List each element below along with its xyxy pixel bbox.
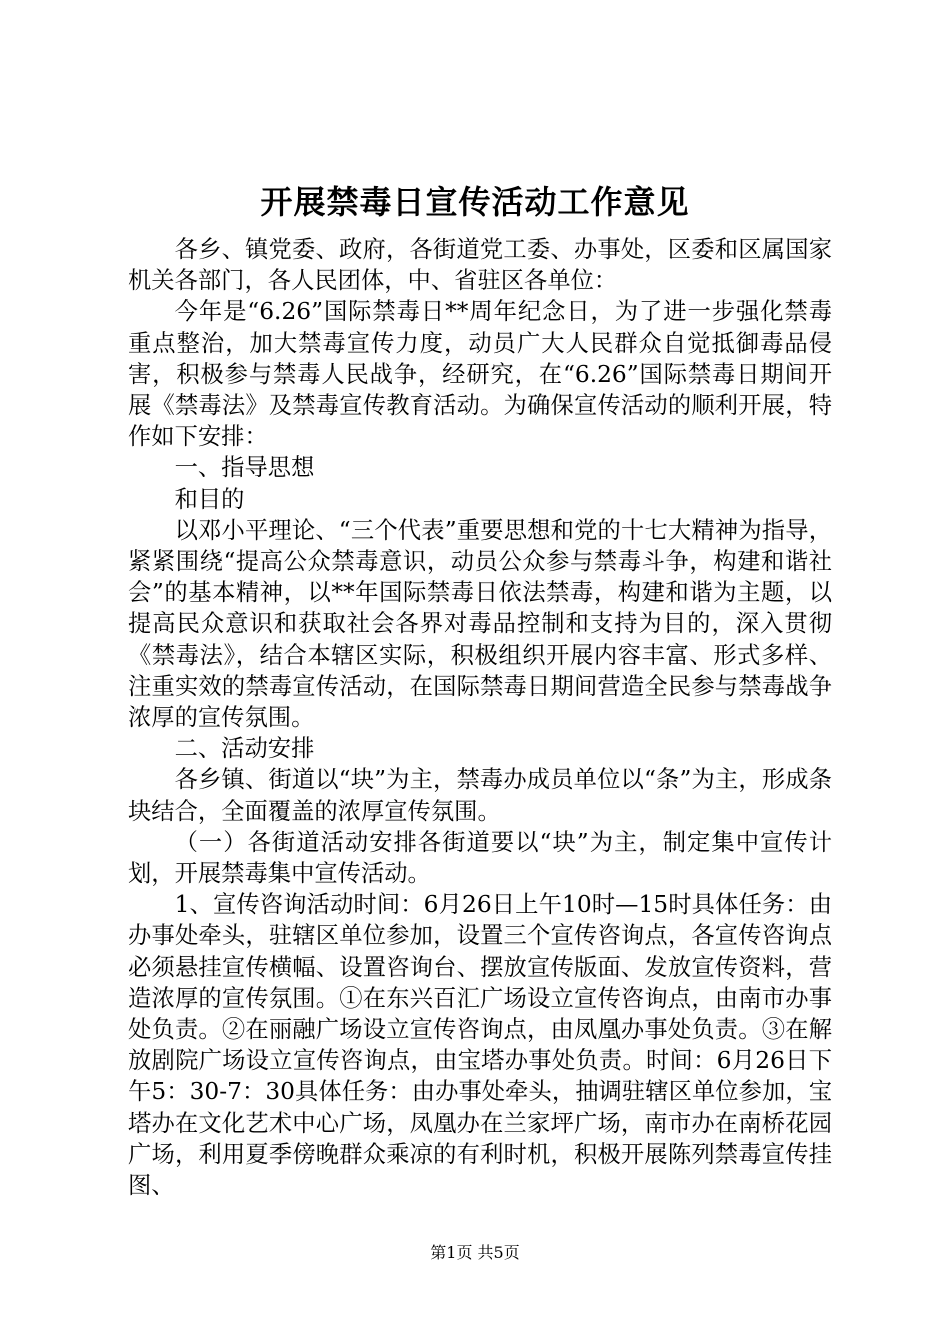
document-title: 开展禁毒日宣传活动工作意见 xyxy=(260,183,690,221)
paragraph-intro: 今年是“6.26”国际禁毒日**周年纪念日，为了进一步强化禁毒重点整治，加大禁毒宣传力度，动员广大人民群众自觉抵御毒品侵害，积极参与禁毒人民战争，经研究，在“6.26”国际禁毒日期间开展《禁毒法》及禁毒宣传教育活动。为确保宣传活动的顺利开展，特作如下安排： xyxy=(128,298,832,451)
paragraph-guiding-thought: 以邓小平理论、“三个代表”重要思想和党的十七大精神为指导，紧紧围绕“提高公众禁毒意识，动员公众参与禁毒斗争，构建和谐社会”的基本精神，以**年国际禁毒日依法禁毒，构建和谐为主题，以提高民众意识和获取社会各界对毒品控制和支持为目的，深入贯彻《禁毒法》，结合本辖区实际，积极组织开展内容丰富、形式多样、注重实效的禁毒宣传活动，在国际禁毒日期间营造全民参与禁毒战争浓厚的宣传氛围。 xyxy=(128,516,832,732)
paragraph-street-arrangement: （一）各街道活动安排各街道要以“块”为主，制定集中宣传计划，开展禁毒集中宣传活动。 xyxy=(128,828,832,888)
paragraph-addressees: 各乡、镇党委、政府，各街道党工委、办事处，区委和区属国家机关各部门，各人民团体，中、省驻区各单位： xyxy=(128,236,832,295)
document-body xyxy=(128,234,832,1201)
paragraph-consultation-activity: 1、宣传咨询活动时间：6月26日上午10时—15时具体任务：由办事处牵头，驻辖区单位参加，设置三个宣传咨询点，各宣传咨询点必须悬挂宣传横幅、设置咨询台、摆放宣传版面、发放宣传资料，营造浓厚的宣传氛围。①在东兴百汇广场设立宣传咨询点，由南市办事处负责。②在丽融广场设立宣传咨询点，由凤凰办事处负责。③在解放剧院广场设立宣传咨询点，由宝塔办事处负责。时间：6月26日下午5：30-7：30具体任务：由办事处牵头，抽调驻辖区单位参加，宝塔办在文化艺术中心广场，凤凰办在兰家坪广场，南市办在南桥花园广场，利用夏季傍晚群众乘凉的有利时机，积极开展陈列禁毒宣传挂图、 xyxy=(128,891,832,1200)
heading-guiding-thought: 一、指导思想 xyxy=(174,454,315,482)
paragraph-arrangement-overview: 各乡镇、街道以“块”为主，禁毒办成员单位以“条”为主，形成条块结合，全面覆盖的浓厚宣传氛围。 xyxy=(128,766,832,825)
heading-guiding-thought-cont: 和目的 xyxy=(174,485,245,513)
page-footer: 第1页 共5页 xyxy=(430,1243,520,1262)
heading-activity-arrangement: 二、活动安排 xyxy=(174,735,315,763)
